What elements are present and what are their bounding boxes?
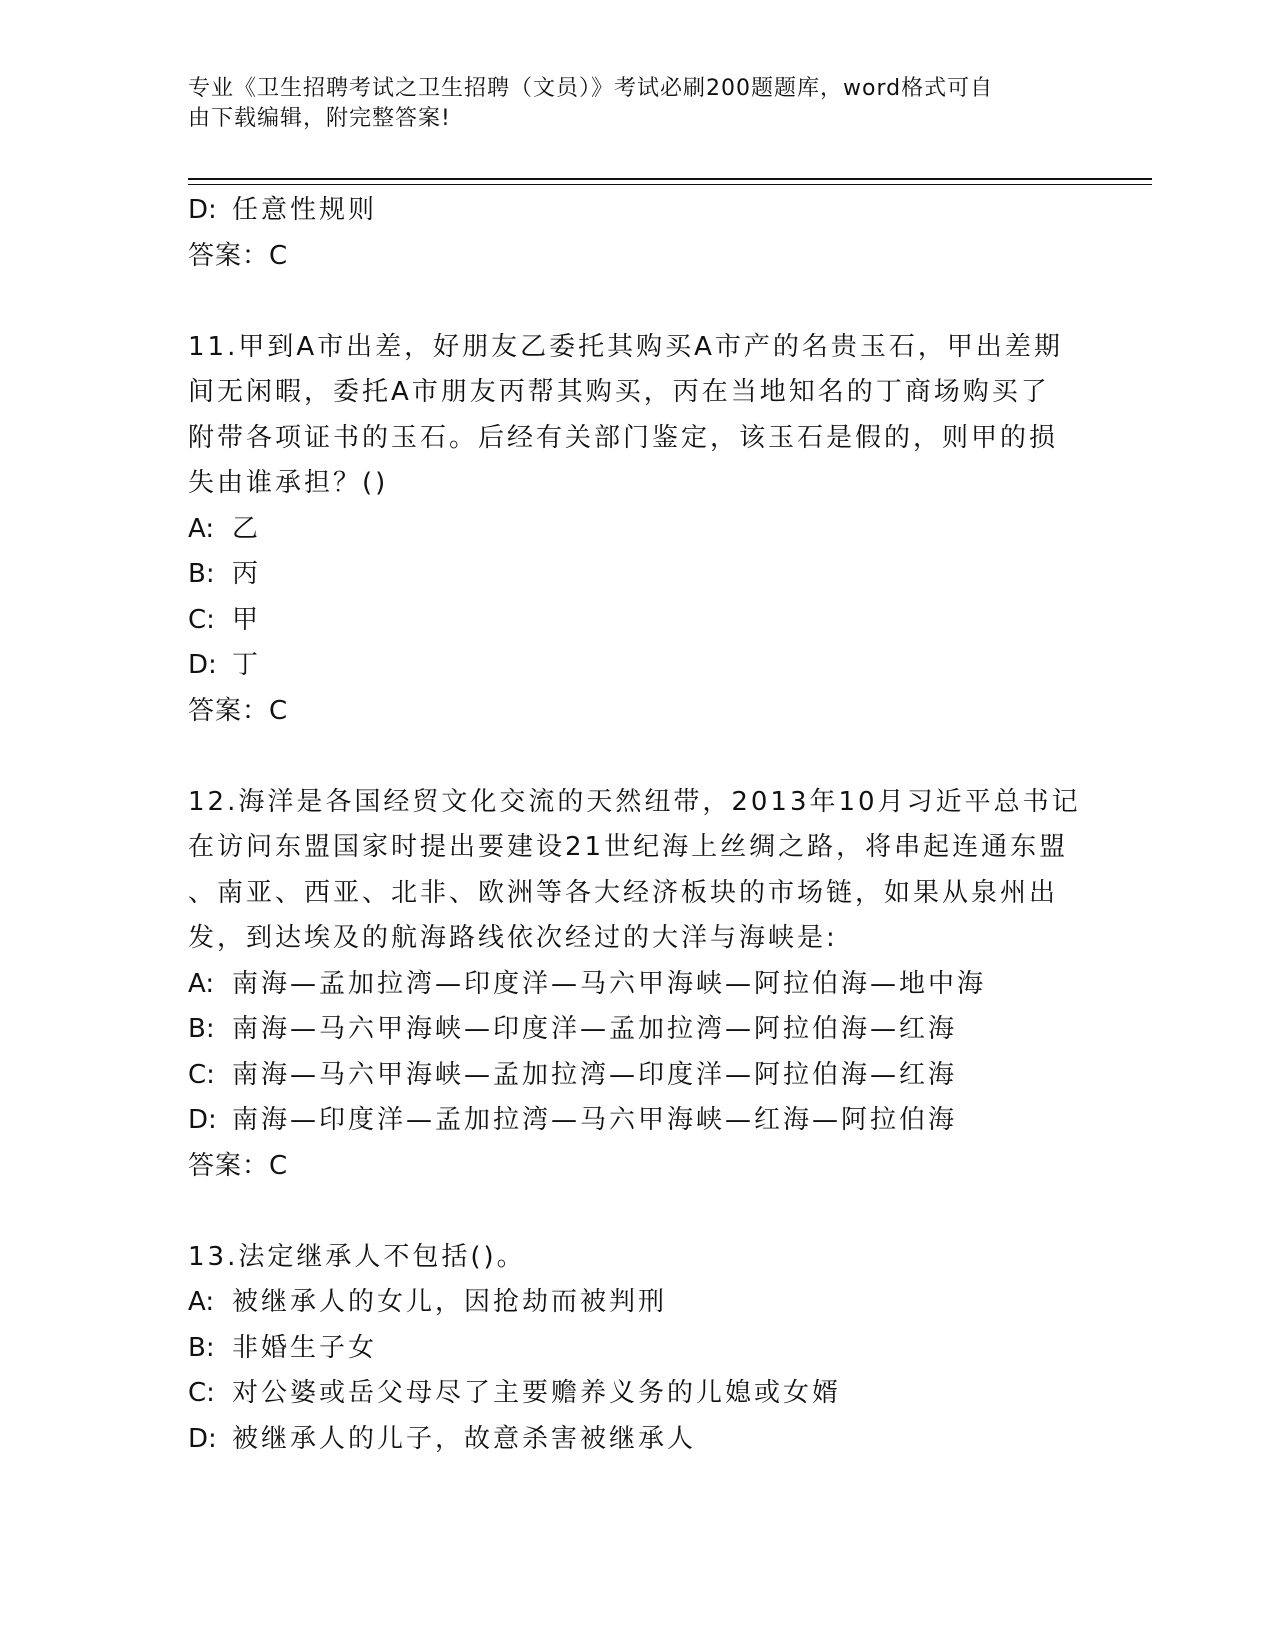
option-c — [188, 598, 1088, 644]
question-line: 12.海洋是各国经贸文化交流的天然纽带，2013年10月习近平总书记 — [188, 786, 1081, 817]
answer: 答案：C — [188, 1150, 289, 1181]
option-text: 南海—马六甲海峡—印度洋—孟加拉湾—阿拉伯海—红海 — [232, 1014, 958, 1044]
option-text: 对公婆或岳父母尽了主要赡养义务的儿媳或女婿 — [232, 1378, 842, 1408]
question-line: 13.法定继承人不包括()。 — [188, 1241, 526, 1272]
option-letter: C: — [188, 1378, 215, 1408]
question-11 — [188, 325, 1088, 735]
option-letter: A: — [188, 513, 215, 544]
option-c — [188, 1371, 1088, 1417]
option-text: 丁 — [232, 650, 262, 680]
question-line: 间无闲暇，委托A市朋友丙帮其购买，丙在当地知名的丁商场购买了 — [188, 377, 1050, 407]
option-letter: D: — [188, 650, 217, 680]
option-text: 南海—马六甲海峡—孟加拉湾—印度洋—阿拉伯海—红海 — [232, 1059, 958, 1090]
option-text: 南海—孟加拉湾—印度洋—马六甲海峡—阿拉伯海—地中海 — [232, 968, 987, 999]
header-line-2: 由下载编辑，附完整答案! — [188, 106, 451, 131]
question-content — [188, 188, 1088, 1462]
option-letter: B: — [188, 1332, 215, 1363]
option-a — [188, 507, 1088, 553]
header-rule-thick — [188, 178, 1152, 180]
option-c — [188, 1053, 1088, 1099]
option-letter: C: — [188, 1059, 215, 1090]
option-text: 被继承人的女儿，因抢劫而被判刑 — [232, 1287, 668, 1317]
document-header — [188, 74, 1068, 134]
option-d — [188, 1417, 1088, 1463]
option-text: 南海—印度洋—孟加拉湾—马六甲海峡—红海—阿拉伯海 — [232, 1105, 958, 1135]
option-d — [188, 643, 1088, 689]
question-line: 在访问东盟国家时提出要建设21世纪海上丝绸之路，将串起连通东盟 — [188, 832, 1069, 862]
header-line-1: 专业《卫生招聘考试之卫生招聘（文员）》考试必刷200题题库，word格式可自 — [188, 76, 994, 101]
option-text: 丙 — [232, 559, 262, 589]
option-letter: A: — [188, 968, 215, 999]
option-text: 乙 — [232, 513, 262, 544]
option-text: 非婚生子女 — [232, 1332, 378, 1363]
option-text: 被继承人的儿子，故意杀害被继承人 — [232, 1423, 697, 1454]
question-13 — [188, 1235, 1088, 1463]
option-letter: B: — [188, 559, 215, 589]
answer: 答案：C — [188, 240, 289, 271]
option-b — [188, 552, 1088, 598]
option-d — [188, 1098, 1088, 1144]
question-line: 、南亚、西亚、北非、欧洲等各大经济板块的市场链，如果从泉州出 — [188, 877, 1059, 908]
option-d — [188, 188, 1088, 234]
option-letter: D: — [188, 1105, 217, 1135]
question-line: 11.甲到A市出差，好朋友乙委托其购买A市产的名贵玉石，甲出差期 — [188, 331, 1063, 362]
option-b — [188, 1326, 1088, 1372]
question-12 — [188, 780, 1088, 1190]
option-letter: D: — [188, 1423, 217, 1454]
option-a — [188, 962, 1088, 1008]
option-a — [188, 1280, 1088, 1326]
option-letter: D: — [188, 195, 217, 225]
option-b — [188, 1007, 1088, 1053]
question-line: 附带各项证书的玉石。后经有关部门鉴定，该玉石是假的，则甲的损 — [188, 422, 1059, 453]
question-line: 失由谁承担？() — [188, 468, 389, 498]
question-line: 发，到达埃及的航海路线依次经过的大洋与海峡是: — [188, 923, 838, 953]
option-text: 甲 — [232, 604, 262, 635]
option-text: 任意性规则 — [232, 195, 378, 225]
answer: 答案：C — [188, 695, 289, 726]
option-letter: A: — [188, 1287, 215, 1317]
header-rule-thin — [188, 184, 1152, 185]
option-letter: B: — [188, 1014, 215, 1044]
option-letter: C: — [188, 604, 215, 635]
